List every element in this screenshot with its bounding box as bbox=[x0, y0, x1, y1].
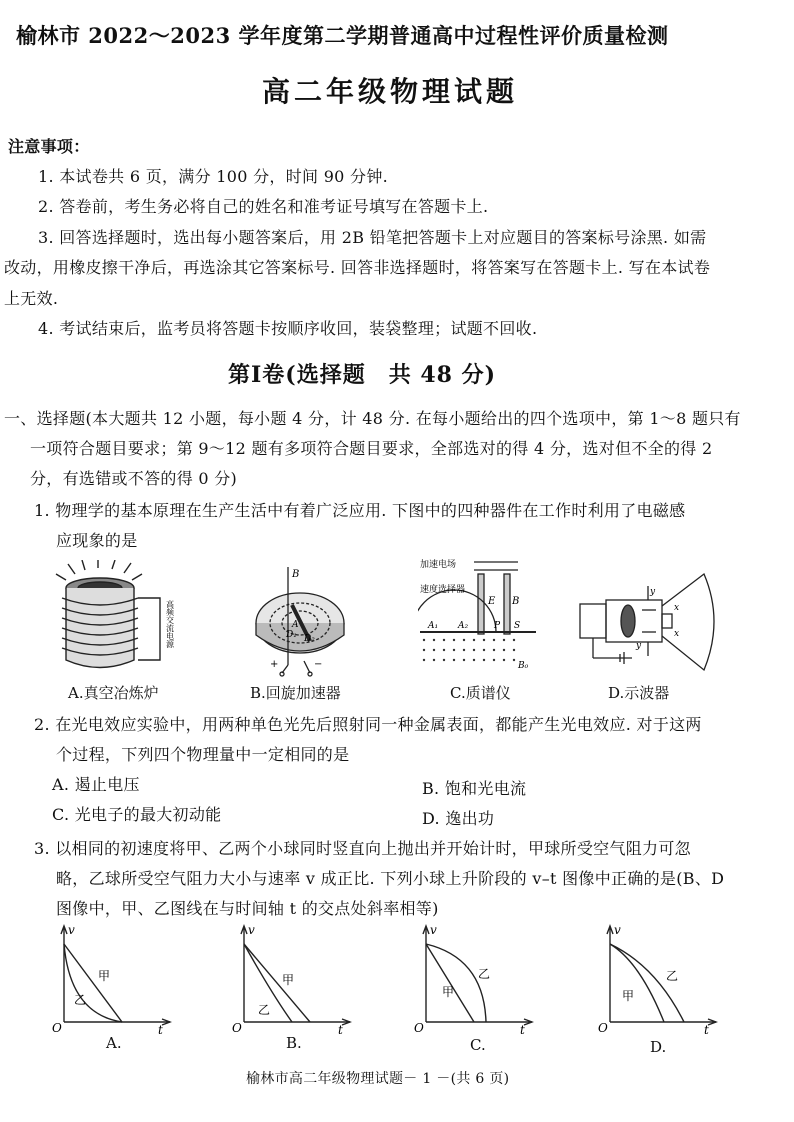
cyclotron-plus-label: + bbox=[270, 659, 279, 670]
spectrometer-S-label: S bbox=[514, 621, 521, 631]
graph-b-v: v bbox=[248, 923, 255, 937]
q3-caption-d: D. bbox=[650, 1038, 667, 1056]
notes-heading: 注意事项： bbox=[8, 137, 90, 156]
spectrometer-A1-label: A₁ bbox=[428, 621, 439, 631]
spectrometer-P-label: P bbox=[494, 621, 501, 631]
q3-caption-b: B. bbox=[286, 1034, 302, 1052]
graph-c-jia: 甲 bbox=[442, 985, 455, 999]
graph-c-v: v bbox=[430, 923, 437, 937]
graph-a-t: t bbox=[158, 1023, 163, 1034]
note-3-line-3: 上无效. bbox=[4, 289, 59, 308]
graph-b-t: t bbox=[338, 1023, 343, 1034]
figure-mass-spectrometer bbox=[418, 556, 543, 676]
osc-x2-label: x bbox=[674, 629, 680, 639]
q3-graph-a bbox=[52, 922, 177, 1034]
note-3-line-2: 改动，用橡皮擦干净后，再选涂其它答案标号. 回答非选择题时，将答案写在答题卡上. 写在本试卷 bbox=[4, 258, 711, 277]
spectrometer-E-label: E bbox=[488, 596, 496, 607]
q1-caption-a: A.真空冶炼炉 bbox=[68, 684, 159, 702]
graph-d-origin: O bbox=[598, 1021, 608, 1034]
q2-option-d: D. 逸出功 bbox=[422, 809, 495, 828]
graph-c-origin: O bbox=[414, 1021, 424, 1034]
q2-option-c: C. 光电子的最大初动能 bbox=[52, 805, 222, 824]
graph-d-v: v bbox=[614, 923, 621, 937]
page-footer: 榆林市高二年级物理试题－ 1 －(共 6 页) bbox=[246, 1071, 510, 1087]
spectrometer-B-label: B bbox=[512, 596, 520, 607]
q2-option-b: B. 饱和光电流 bbox=[422, 779, 527, 798]
q3-caption-a: A. bbox=[106, 1034, 122, 1052]
cyclotron-D1-label: D₁ bbox=[286, 630, 297, 640]
q2-stem-1: 2. 在光电效应实验中，用两种单色光先后照射同一种金属表面，都能产生光电效应. 对于这两 bbox=[34, 715, 702, 734]
magnetic-field-dots bbox=[423, 639, 515, 661]
graph-c-t: t bbox=[520, 1023, 525, 1034]
exam-header: 榆林市 2022～2023 学年度第二学期普通高中过程性评价质量检测 bbox=[16, 23, 669, 48]
osc-x-label: x bbox=[674, 603, 680, 613]
cyclotron-B-label: B bbox=[292, 569, 300, 580]
note-4: 4. 考试结束后，监考员将答题卡按顺序收回，装袋整理；试题不回收. bbox=[38, 319, 538, 338]
q1-stem-2: 应现象的是 bbox=[56, 531, 138, 550]
graph-a-origin: O bbox=[52, 1021, 62, 1034]
q1-caption-b: B.回旋加速器 bbox=[250, 684, 341, 702]
cyclotron-D2-label: D₂ bbox=[304, 634, 315, 644]
note-2: 2. 答卷前，考生务必将自己的姓名和准考证号填写在答题卡上. bbox=[38, 197, 489, 216]
graph-c-yi: 乙 bbox=[478, 967, 491, 981]
q2-option-a: A. 遏止电压 bbox=[52, 775, 140, 794]
note-1: 1. 本试卷共 6 页，满分 100 分，时间 90 分钟. bbox=[38, 167, 389, 186]
q3-stem-3: 图像中，甲、乙图线在与时间轴 t 的交点处斜率相等) bbox=[56, 899, 439, 918]
section-intro-2: 一项符合题目要求；第 9～12 题有多项符合题目要求，全部选对的得 4 分，选对但不全的得 2 bbox=[30, 439, 713, 458]
cyclotron-minus-label: − bbox=[314, 659, 323, 670]
graph-b-origin: O bbox=[232, 1021, 242, 1034]
graph-d-jia: 甲 bbox=[622, 989, 635, 1003]
q3-caption-c: C. bbox=[470, 1036, 486, 1054]
graph-a-jia: 甲 bbox=[98, 969, 111, 983]
power-label: 高频交流电源 bbox=[165, 600, 175, 648]
q3-stem-2: 略，乙球所受空气阻力大小与速率 v 成正比. 下列小球上升阶段的 v–t 图像中正确的是(B、D bbox=[56, 869, 725, 888]
figure-oscilloscope bbox=[572, 566, 742, 676]
figure-cyclotron bbox=[248, 565, 358, 680]
q3-graph-c bbox=[414, 922, 539, 1034]
q3-graph-b bbox=[232, 922, 357, 1034]
graph-b-yi: 乙 bbox=[258, 1003, 271, 1017]
graph-a-yi: 乙 bbox=[74, 993, 87, 1007]
paper-title: 高二年级物理试题 bbox=[262, 75, 519, 108]
spectrometer-B0-label: B₀ bbox=[518, 661, 529, 671]
section-intro-3: 分，有选错或不答的得 0 分) bbox=[30, 469, 238, 488]
note-3-line-1: 3. 回答选择题时，选出每小题答案后，用 2B 铅笔把答题卡上对应题目的答案标号涂黑. 如需 bbox=[38, 228, 707, 247]
graph-a-v: v bbox=[68, 923, 75, 937]
section-intro-1: 一、选择题(本大题共 12 小题，每小题 4 分，计 48 分. 在每小题给出的四个选项中，第 1～8 题只有 bbox=[4, 409, 741, 428]
q3-stem-1: 3. 以相同的初速度将甲、乙两个小球同时竖直向上抛出并开始计时，甲球所受空气阻力可忽 bbox=[34, 839, 691, 858]
cyclotron-A-label: A bbox=[292, 620, 299, 630]
q3-graph-d bbox=[598, 922, 723, 1034]
spectrometer-A2-label: A₂ bbox=[458, 621, 469, 631]
q1-caption-d: D.示波器 bbox=[608, 684, 670, 702]
velocity-selector-label: 速度选择器 bbox=[420, 585, 466, 595]
osc-y-label: y bbox=[650, 587, 656, 597]
q1-caption-c: C.质谱仪 bbox=[450, 684, 511, 702]
q2-stem-2: 个过程，下列四个物理量中一定相同的是 bbox=[56, 745, 350, 764]
q1-stem-1: 1. 物理学的基本原理在生产生活中有着广泛应用. 下图中的四种器件在工作时利用了电磁感 bbox=[34, 501, 686, 520]
graph-d-t: t bbox=[704, 1023, 709, 1034]
accel-field-label: 加速电场 bbox=[420, 560, 457, 570]
figure-vacuum-furnace bbox=[40, 560, 190, 678]
osc-y2-label: y bbox=[636, 641, 642, 651]
graph-b-jia: 甲 bbox=[282, 973, 295, 987]
graph-d-yi: 乙 bbox=[666, 969, 679, 983]
section-title: 第Ⅰ卷(选择题 共 48 分) bbox=[228, 362, 497, 388]
